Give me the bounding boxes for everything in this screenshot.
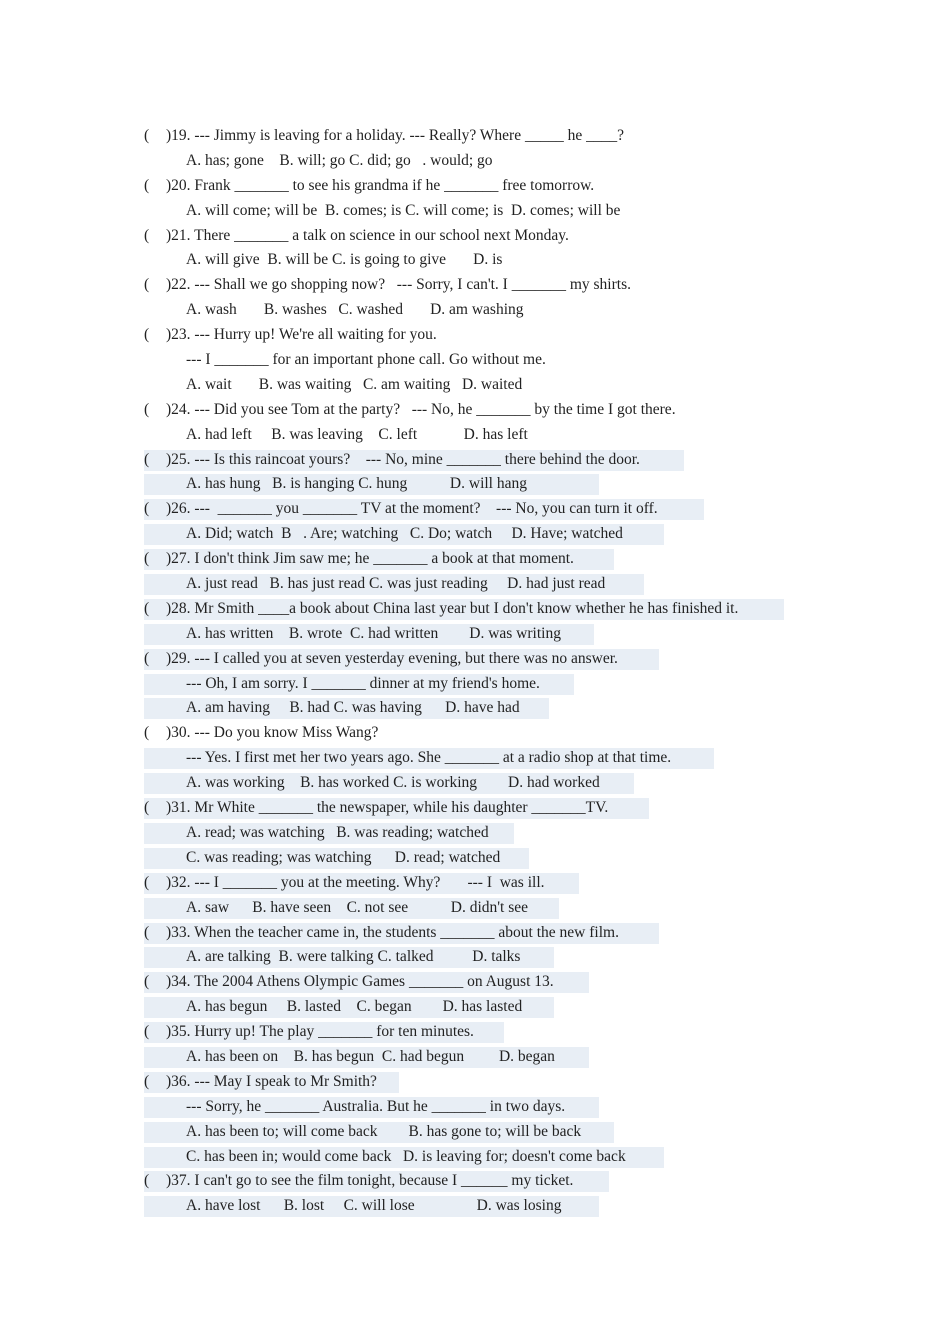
question-stem-line: [0, 448, 950, 473]
question-options-line: [0, 472, 950, 497]
answer-options: A. has begun B. lasted C. began D. has lasted: [186, 998, 523, 1016]
answer-options: A. wash B. washes C. washed D. am washing: [186, 301, 524, 319]
question-item: [0, 224, 950, 274]
question-stem: )28. Mr Smith ____a book about China last year but I don't know whether he has finished it.: [166, 599, 739, 617]
question-stem: )30. --- Do you know Miss Wang?: [166, 724, 379, 742]
answer-options: A. are talking B. were talking C. talked D. talks: [186, 948, 521, 966]
answer-options: A. am having B. had C. was having D. have had: [186, 699, 520, 717]
answer-options: --- I _______ for an important phone call. Go without me.: [186, 351, 546, 369]
answer-options: --- Oh, I am sorry. I _______ dinner at my friend's home.: [186, 674, 540, 692]
answer-bracket[interactable]: (: [144, 923, 150, 941]
answer-options: A. has been to; will come back B. has gone to; will be back: [186, 1122, 582, 1140]
question-stem: )22. --- Shall we go shopping now? --- Sorry, I can't. I _______ my shirts.: [166, 276, 631, 294]
answer-bracket[interactable]: (: [144, 1172, 150, 1190]
question-options-line: [0, 149, 950, 174]
answer-bracket[interactable]: (: [144, 500, 150, 518]
answer-bracket[interactable]: (: [144, 127, 150, 144]
question-options-line: [0, 696, 950, 721]
answer-bracket[interactable]: (: [144, 599, 150, 617]
question-stem-line: [0, 1169, 950, 1194]
question-item: [0, 273, 950, 323]
question-item: [0, 721, 950, 796]
answer-options: C. has been in; would come back D. is leaving for; doesn't come back: [186, 1147, 626, 1165]
question-stem-line: [0, 273, 950, 298]
worksheet: [0, 124, 950, 1219]
question-options-line: [0, 1045, 950, 1070]
question-options-line: [0, 746, 950, 771]
answer-options: A. was working B. has worked C. is working D. had worked: [186, 774, 600, 792]
question-options-line: [0, 1095, 950, 1120]
answer-bracket[interactable]: (: [144, 326, 150, 344]
answer-options: A. wait B. was waiting C. am waiting D. waited: [186, 375, 523, 393]
question-stem-line: [0, 174, 950, 199]
answer-bracket[interactable]: (: [144, 400, 150, 418]
question-stem-line: [0, 398, 950, 423]
answer-bracket[interactable]: (: [144, 276, 150, 294]
question-item: [0, 1169, 950, 1219]
question-stem-line: [0, 721, 950, 746]
question-item: [0, 921, 950, 971]
question-item: [0, 547, 950, 597]
question-stem: )35. Hurry up! The play _______ for ten minutes.: [166, 1023, 474, 1041]
answer-options: A. will give B. will be C. is going to give D. is: [186, 251, 503, 269]
question-options-line: [0, 1145, 950, 1170]
question-item: [0, 871, 950, 921]
question-item: [0, 323, 950, 398]
answer-options: A. has; gone B. will; go C. did; go . would; go: [186, 151, 493, 169]
question-stem-line: [0, 921, 950, 946]
answer-options: C. was reading; was watching D. read; watched: [186, 848, 501, 866]
question-options-line: [0, 821, 950, 846]
question-item: [0, 1020, 950, 1070]
answer-bracket[interactable]: (: [144, 1023, 150, 1041]
question-options-line: [0, 348, 950, 373]
question-stem: )23. --- Hurry up! We're all waiting for you.: [166, 326, 437, 344]
question-stem: )24. --- Did you see Tom at the party? --- No, he _______ by the time I got there.: [166, 400, 676, 418]
answer-options: --- Yes. I first met her two years ago. She _______ at a radio shop at that time.: [186, 749, 672, 767]
question-item: [0, 970, 950, 1020]
answer-options: --- Sorry, he _______ Australia. But he _______ in two days.: [186, 1097, 566, 1115]
question-item: [0, 497, 950, 547]
question-stem-line: [0, 323, 950, 348]
question-stem: )19. --- Jimmy is leaving for a holiday. --- Really? Where _____ he ____?: [166, 127, 624, 144]
answer-bracket[interactable]: (: [144, 550, 150, 568]
question-options-line: [0, 945, 950, 970]
question-options-line: [0, 771, 950, 796]
question-options-line: [0, 1194, 950, 1219]
answer-bracket[interactable]: (: [144, 724, 150, 742]
question-stem: )37. I can't go to see the film tonight, because I ______ my ticket.: [166, 1172, 574, 1190]
question-options-line: [0, 995, 950, 1020]
question-stem-line: [0, 224, 950, 249]
question-item: [0, 124, 950, 174]
question-stem: )20. Frank _______ to see his grandma if he _______ free tomorrow.: [166, 176, 595, 194]
answer-bracket[interactable]: (: [144, 226, 150, 244]
answer-options: A. have lost B. lost C. will lose D. was losing: [186, 1197, 562, 1215]
question-stem: )34. The 2004 Athens Olympic Games _______ on August 13.: [166, 973, 554, 991]
answer-bracket[interactable]: (: [144, 176, 150, 194]
question-options-line: [0, 423, 950, 448]
question-stem-line: [0, 1020, 950, 1045]
question-stem: )31. Mr White _______ the newspaper, while his daughter _______TV.: [166, 799, 609, 817]
question-options-line: [0, 248, 950, 273]
question-stem: )27. I don't think Jim saw me; he _______ a book at that moment.: [166, 550, 574, 568]
question-stem-line: [0, 547, 950, 572]
answer-bracket[interactable]: (: [144, 649, 150, 667]
question-options-line: [0, 373, 950, 398]
question-stem: )25. --- Is this raincoat yours? --- No, mine _______ there behind the door.: [166, 450, 640, 468]
question-options-line: [0, 846, 950, 871]
question-item: [0, 398, 950, 448]
answer-options: A. Did; watch B . Are; watching C. Do; watch D. Have; watched: [186, 525, 623, 543]
question-options-line: [0, 199, 950, 224]
question-options-line: [0, 572, 950, 597]
answer-options: A. read; was watching B. was reading; watched: [186, 823, 489, 841]
question-stem-line: [0, 1070, 950, 1095]
answer-options: A. had left B. was leaving C. left D. has left: [186, 425, 528, 443]
answer-bracket[interactable]: (: [144, 1072, 150, 1090]
question-stem: )21. There _______ a talk on science in our school next Monday.: [166, 226, 569, 244]
question-item: [0, 448, 950, 498]
question-stem: )36. --- May I speak to Mr Smith?: [166, 1072, 377, 1090]
question-stem: )32. --- I _______ you at the meeting. Why? --- I was ill.: [166, 873, 545, 891]
answer-options: A. just read B. has just read C. was just reading D. had just read: [186, 575, 606, 593]
question-stem-line: [0, 796, 950, 821]
question-stem-line: [0, 597, 950, 622]
answer-options: A. saw B. have seen C. not see D. didn't see: [186, 898, 529, 916]
question-stem-line: [0, 497, 950, 522]
answer-bracket[interactable]: (: [144, 973, 150, 991]
question-options-line: [0, 622, 950, 647]
answer-bracket[interactable]: (: [144, 450, 150, 468]
question-item: [0, 597, 950, 647]
question-options-line: [0, 522, 950, 547]
question-item: [0, 647, 950, 722]
question-stem-line: [0, 970, 950, 995]
question-options-line: [0, 896, 950, 921]
question-item: [0, 174, 950, 224]
answer-options: A. will come; will be B. comes; is C. will come; is D. comes; will be: [186, 201, 621, 219]
question-item: [0, 796, 950, 871]
question-stem: )29. --- I called you at seven yesterday evening, but there was no answer.: [166, 649, 618, 667]
question-stem: )33. When the teacher came in, the students _______ about the new film.: [166, 923, 619, 941]
question-stem-line: [0, 124, 950, 149]
question-item: [0, 1070, 950, 1170]
question-options-line: [0, 1120, 950, 1145]
answer-bracket[interactable]: (: [144, 799, 150, 817]
question-stem-line: [0, 647, 950, 672]
question-stem: )26. --- _______ you _______ TV at the moment? --- No, you can turn it off.: [166, 500, 658, 518]
question-options-line: [0, 298, 950, 323]
question-options-line: [0, 672, 950, 697]
answer-bracket[interactable]: (: [144, 873, 150, 891]
answer-options: A. has been on B. has begun C. had begun D. began: [186, 1047, 555, 1065]
answer-options: A. has written B. wrote C. had written D. was writing: [186, 624, 561, 642]
answer-options: A. has hung B. is hanging C. hung D. will hang: [186, 475, 527, 493]
question-stem-line: [0, 871, 950, 896]
